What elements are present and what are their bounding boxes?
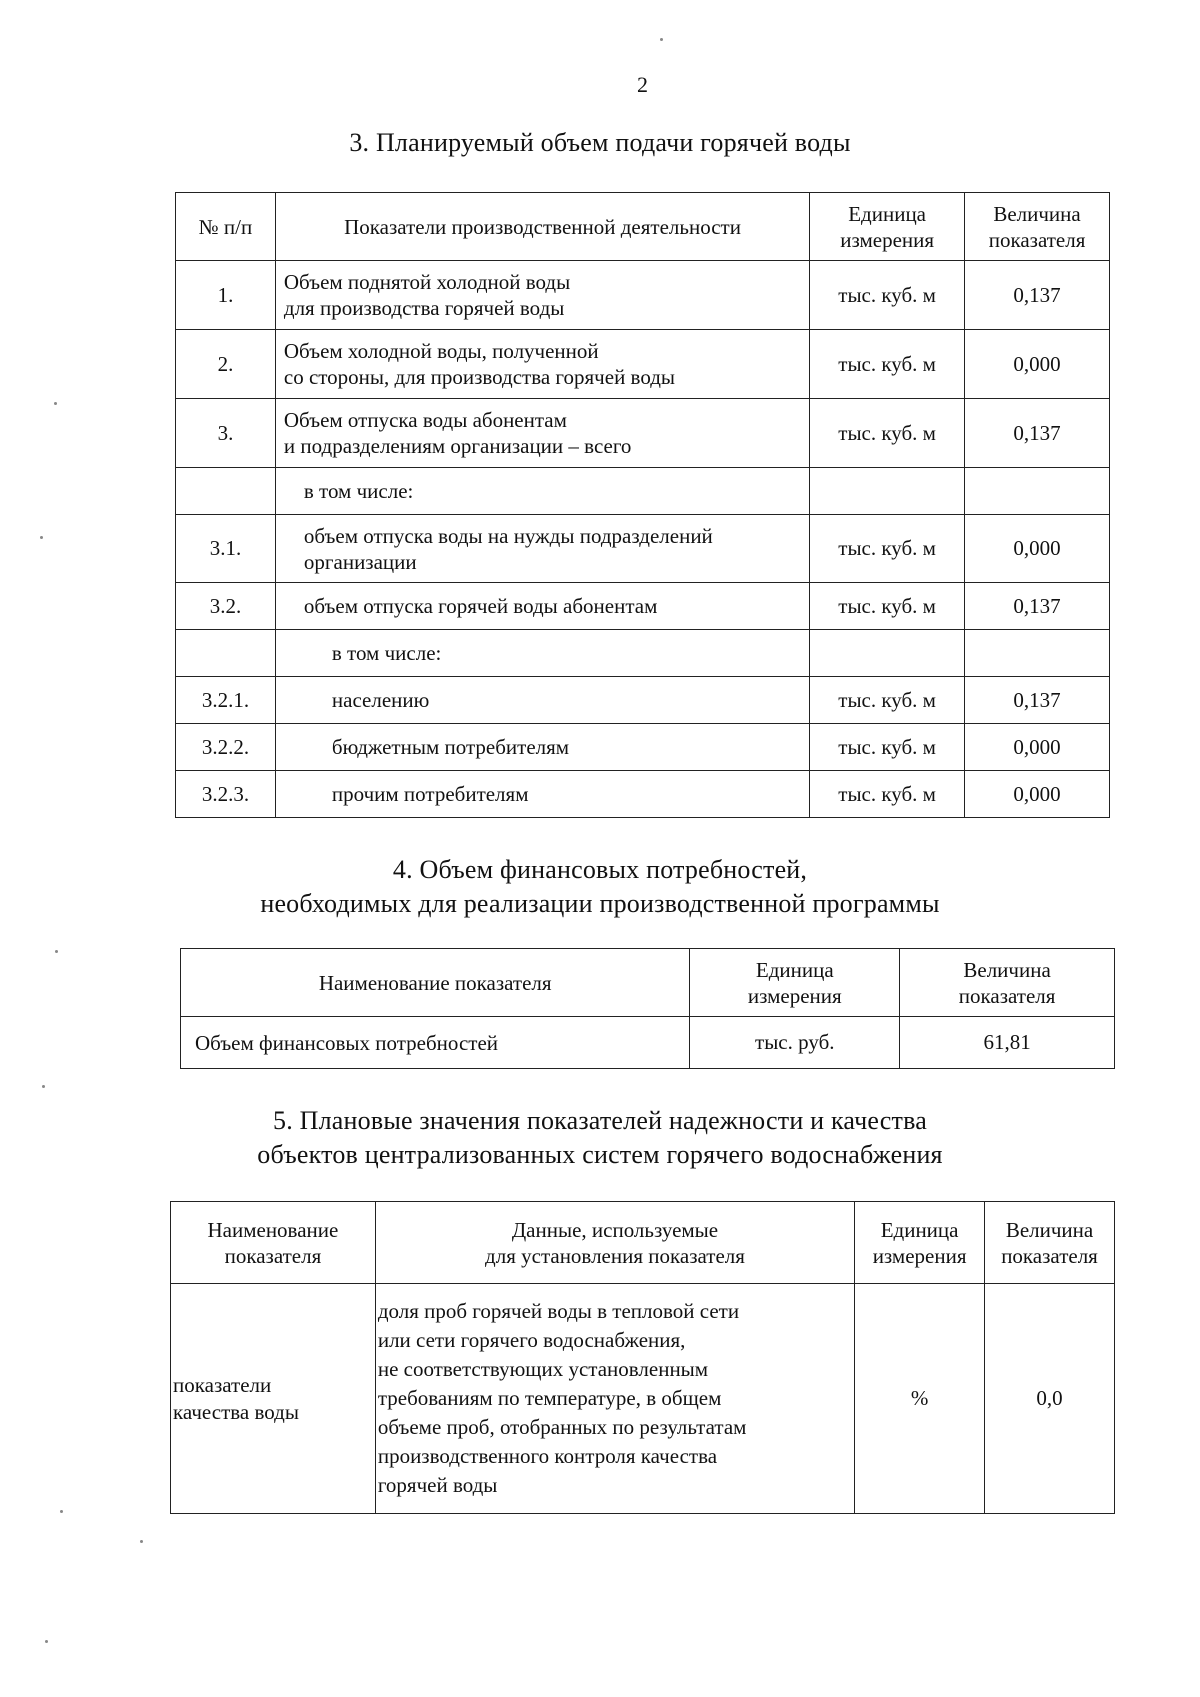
row-value: 0,137 [965,399,1110,468]
header-unit [690,949,900,1017]
row-indicator-line: и подразделениям организации – всего [283,434,632,458]
scan-speck [55,950,58,953]
row-indicator-line: организации [303,549,417,574]
header-data-line: Данные, используемые [511,1217,719,1242]
scan-speck [42,1085,45,1088]
row-name: Объем финансовых потребностей [181,1017,690,1069]
table-header-row [176,193,1110,261]
row-num: 2. [176,330,276,399]
table-row [176,261,1110,330]
row-indicator-line: Объем холодной воды, полученной [283,339,599,363]
row-unit [810,468,965,515]
row-num: 3.2.1. [176,677,276,724]
header-value-line: показателя [988,227,1086,252]
row-indicator-line: для производства горячей воды [283,296,565,320]
header-name-line: Наименование [207,1217,339,1242]
section-5-title [0,1104,1200,1172]
row-indicator: в том числе: [275,468,809,515]
header-data [375,1202,854,1284]
scan-speck [660,38,663,41]
row-value: 0,137 [965,261,1110,330]
table-header-row [171,1202,1115,1284]
row-value: 0,000 [965,330,1110,399]
row-indicator: объем отпуска горячей воды абонентам [275,583,809,630]
section-3-title-text: 3. Планируемый объем подачи горячей воды [349,128,851,157]
row-indicator: в том числе: [275,630,809,677]
row-data-line: горячей воды [377,1473,498,1497]
row-unit: тыс. куб. м [810,724,965,771]
table-row [176,677,1110,724]
row-indicator: бюджетным потребителям [275,724,809,771]
row-value: 0,137 [965,677,1110,724]
header-name-line: показателя [224,1243,322,1268]
header-value [985,1202,1115,1284]
table-row [176,724,1110,771]
row-indicator [275,330,809,399]
table-row [176,468,1110,515]
scan-speck [140,1540,143,1543]
row-unit [810,630,965,677]
header-unit-line: измерения [747,983,842,1008]
table-row [176,515,1110,583]
header-value-line: показателя [1001,1243,1098,1268]
header-name: Наименование показателя [181,949,690,1017]
header-value-line: Величина [963,957,1051,982]
row-data-line: производственного контроля качества [377,1444,718,1468]
section-5-title-line: объектов централизованных систем горячего водоснабжения [257,1140,943,1169]
row-indicator-line: Объем отпуска воды абонентам [283,408,567,432]
row-num [176,468,276,515]
row-unit: тыс. куб. м [810,677,965,724]
header-unit [810,193,965,261]
row-name-line: качества воды [173,1399,299,1424]
row-unit: тыс. руб. [690,1017,900,1069]
table-row [171,1284,1115,1514]
header-value [965,193,1110,261]
section-4-title-line: необходимых для реализации производственной программы [260,889,940,918]
section-4-title-line: 4. Объем финансовых потребностей, [392,855,808,884]
row-data-line: объеме проб, отобранных по результатам [377,1415,747,1439]
header-unit [855,1202,985,1284]
header-value-line: показателя [958,983,1056,1008]
row-num: 3.2.2. [176,724,276,771]
table-row [181,1017,1115,1069]
scan-speck [45,1640,48,1643]
table-row [176,399,1110,468]
table-row [176,583,1110,630]
financial-needs-table [180,948,1115,1069]
row-unit: тыс. куб. м [810,583,965,630]
row-unit: тыс. куб. м [810,399,965,468]
header-unit-line: Единица [755,957,834,982]
scan-speck [40,536,43,539]
header-data-line: для установления показателя [485,1243,745,1268]
row-unit: тыс. куб. м [810,771,965,818]
header-unit-line: измерения [872,1243,967,1268]
row-unit: тыс. куб. м [810,261,965,330]
table-row [176,630,1110,677]
row-indicator-line: со стороны, для производства горячей воды [283,365,676,389]
header-value-line: Величина [993,201,1081,226]
header-name [171,1202,376,1284]
row-num: 3.1. [176,515,276,583]
row-value [965,468,1110,515]
row-indicator-line: объем отпуска воды на нужды подразделений [303,523,713,548]
row-value: 0,000 [965,515,1110,583]
row-num: 1. [176,261,276,330]
header-indicator: Показатели производственной деятельности [275,193,809,261]
row-data-line: не соответствующих установленным [377,1357,709,1381]
row-num: 3.2. [176,583,276,630]
header-unit-line: измерения [840,227,935,252]
row-unit: % [855,1284,985,1514]
reliability-quality-table [170,1201,1115,1514]
scan-speck [54,402,57,405]
row-value [965,630,1110,677]
header-value-line: Величина [1005,1217,1094,1242]
row-data-line: требованиям по температуре, в общем [377,1386,722,1410]
row-unit: тыс. куб. м [810,515,965,583]
row-num: 3.2.3. [176,771,276,818]
scan-speck [60,1510,63,1513]
row-data-description [375,1284,854,1514]
row-indicator: прочим потребителям [275,771,809,818]
row-indicator [275,515,809,583]
row-value: 0,0 [985,1284,1115,1514]
row-indicator [275,399,809,468]
row-data-line: или сети горячего водоснабжения, [377,1328,686,1352]
row-indicator [275,261,809,330]
row-value: 61,81 [900,1017,1115,1069]
row-unit: тыс. куб. м [810,330,965,399]
header-unit-line: Единица [848,201,927,226]
row-value: 0,000 [965,771,1110,818]
row-num [176,630,276,677]
row-indicator: населению [275,677,809,724]
row-data-line: доля проб горячей воды в тепловой сети [377,1299,740,1323]
section-5-title-line: 5. Плановые значения показателей надежности и качества [273,1106,927,1135]
hot-water-supply-table [175,192,1110,818]
table-row [176,330,1110,399]
table-row [176,771,1110,818]
row-name-line: показатели [173,1372,272,1397]
row-value: 0,000 [965,724,1110,771]
table-header-row [181,949,1115,1017]
header-value [900,949,1115,1017]
section-3-title [0,126,1200,160]
page-number: 2 [637,72,648,97]
header-num: № п/п [176,193,276,261]
row-name [171,1284,376,1514]
header-unit-line: Единица [880,1217,959,1242]
row-num: 3. [176,399,276,468]
row-value: 0,137 [965,583,1110,630]
section-4-title [0,853,1200,921]
row-indicator-line: Объем поднятой холодной воды [283,270,571,294]
